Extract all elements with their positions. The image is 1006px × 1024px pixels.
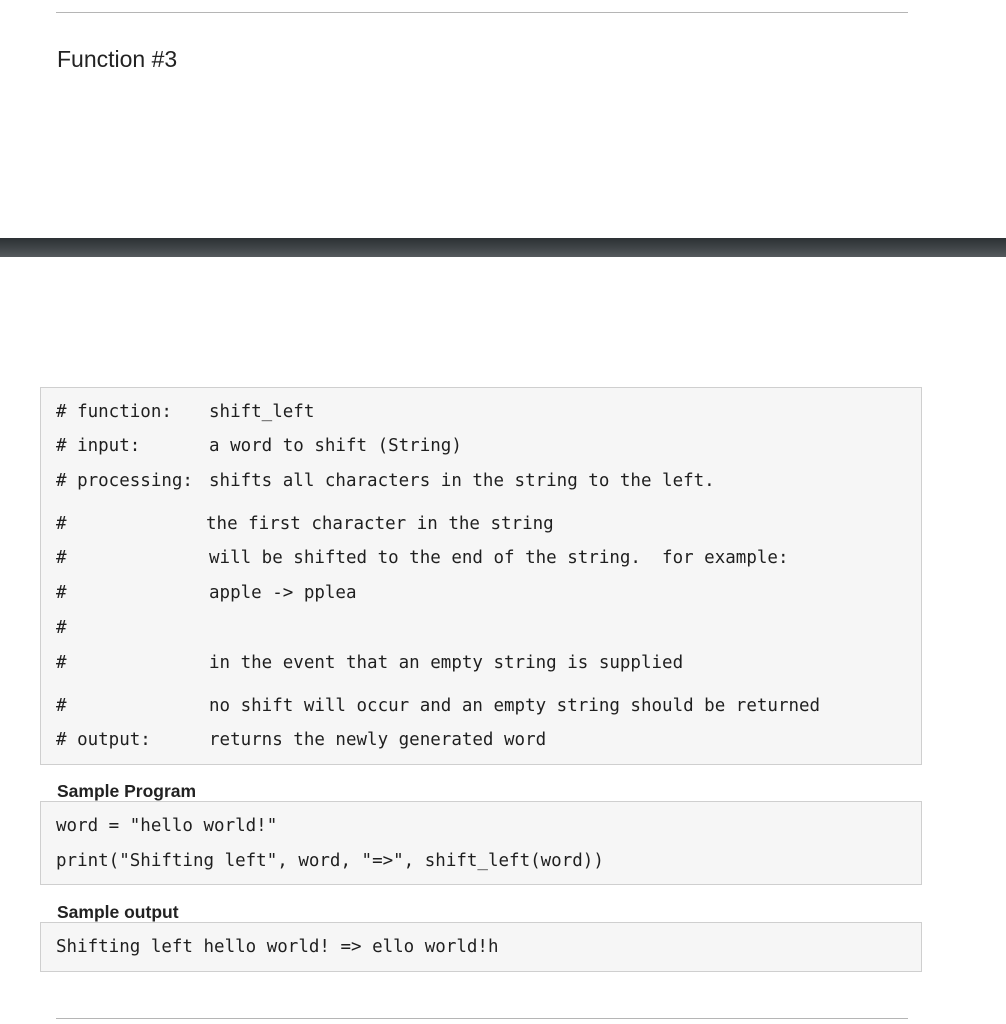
code-line-processing-cont-6 (56, 696, 820, 716)
code-line-text: will be shifted to the end of the string. for example: (209, 548, 789, 568)
sample-program-line: print("Shifting left", word, "=>", shift_left(word)) (56, 851, 604, 871)
code-line-label: # (56, 618, 67, 638)
code-line-processing-cont-1 (56, 514, 554, 534)
function-heading: Function #3 (57, 46, 178, 72)
code-line-label: # (56, 653, 67, 673)
code-line-label: # input: (56, 436, 141, 456)
code-line-text: in the event that an empty string is supplied (209, 653, 684, 673)
sample-output-code-block (40, 922, 922, 972)
sample-program-title: Sample Program (57, 781, 197, 801)
code-line-text: the first character in the string (206, 514, 554, 534)
top-horizontal-rule (56, 12, 908, 13)
sample-program-code-block (40, 801, 922, 885)
code-line-text: no shift will occur and an empty string should be returned (209, 696, 821, 716)
code-line-text: apple -> pplea (209, 583, 357, 603)
code-line-label: # (56, 583, 67, 603)
sample-output-line: Shifting left hello world! => ello world!h (56, 937, 499, 957)
code-line-processing (56, 471, 715, 491)
code-line-label: # (56, 548, 67, 568)
function-spec-code-block (40, 387, 922, 765)
code-line-text: returns the newly generated word (209, 730, 547, 750)
code-line-text: shifts all characters in the string to the left. (209, 471, 715, 491)
code-line-label: # processing: (56, 471, 193, 491)
code-line-processing-cont-5 (56, 653, 683, 673)
code-line-label: # function: (56, 402, 172, 422)
code-line-input (56, 436, 462, 456)
code-line-processing-cont-4 (56, 618, 209, 638)
code-line-function (56, 402, 314, 422)
code-line-label: # (56, 514, 67, 534)
sample-program-line: word = "hello world!" (56, 816, 278, 836)
code-line-text: a word to shift (String) (209, 436, 462, 456)
code-line-output (56, 730, 546, 750)
bottom-horizontal-rule (56, 1018, 908, 1019)
section-divider-bar (0, 238, 1006, 257)
code-line-processing-cont-3 (56, 583, 357, 603)
code-line-text: shift_left (209, 402, 315, 422)
code-line-processing-cont-2 (56, 548, 788, 568)
code-line-label: # (56, 696, 67, 716)
code-line-label: # output: (56, 730, 151, 750)
sample-output-title: Sample output (57, 902, 179, 922)
